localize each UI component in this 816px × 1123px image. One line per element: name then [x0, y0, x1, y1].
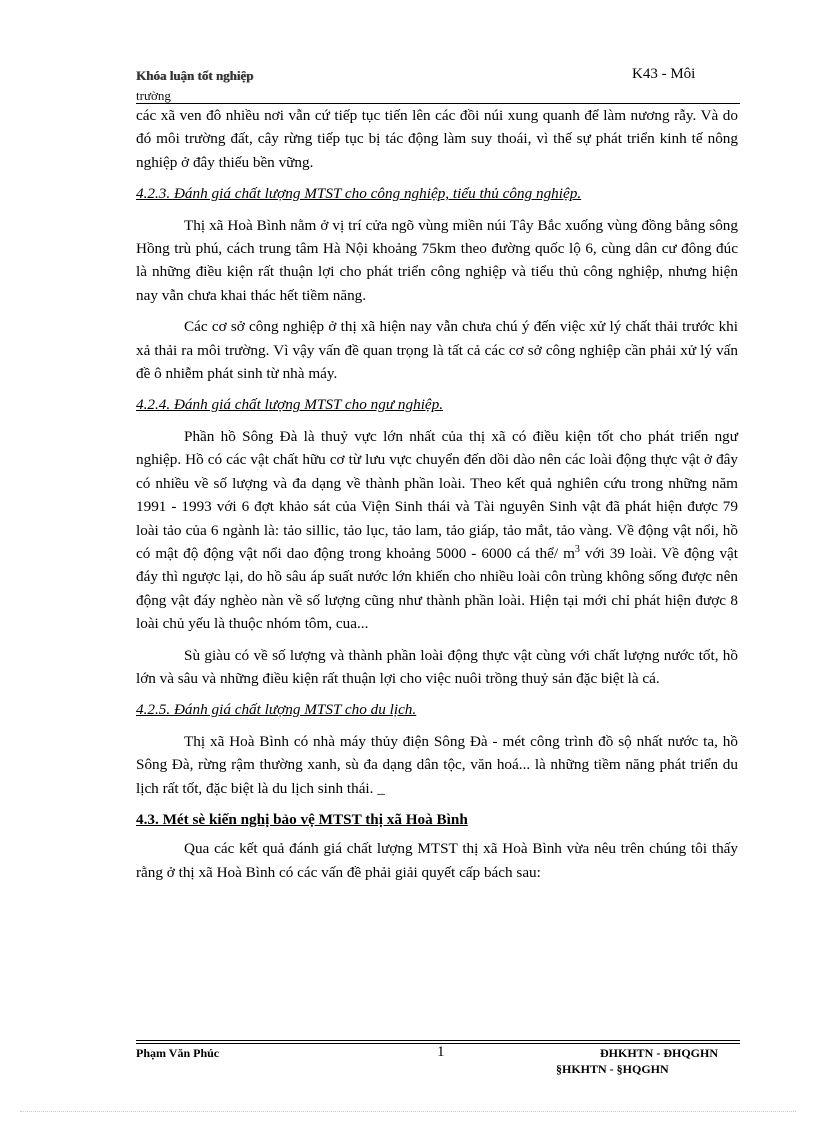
- paragraph-intro: các xã ven đô nhiều nơi vẫn cứ tiếp tục tiến lên các đồi núi xung quanh để làm nương rẫy. Và do đó môi trường đất, cây rừng tiếp tục bị tác động làm suy thoái, vì thế sự phát triển kinh tế nông nghiệp ở đây thiếu bền vững.: [136, 107, 738, 171]
- page-edge-dots: [20, 1111, 796, 1112]
- paragraph-recommendations: Qua các kết quả đánh giá chất lượng MTST thị xã Hoà Bình vừa nêu trên chúng tôi thấy rằng ở thị xã Hoà Bình có các vấn đề phải giải quyết cấp bách sau:: [136, 840, 738, 881]
- heading-4-2-5: 4.2.5. Đánh giá chất lượng MTST cho du lịch.: [136, 701, 417, 719]
- paragraph-fishery: [136, 425, 738, 636]
- heading-4-3: 4.3. Mét sè kiến nghị bảo vệ MTST thị xã Hoà Bình: [136, 810, 468, 828]
- paragraph-fishery-part2: với 39 loài. Về động vật đáy thì ngược lại, do hồ sâu áp suất nước lớn khiến cho nhiều loài côn trùng không sống được nên động vật đáy nghèo nàn về số lượng cũng như thành phần loài. Hiện tại mới chỉ phát hiện được 8 loài chủ yếu là thuộc nhóm tôm, cua...: [136, 544, 738, 633]
- header-class: K43 - Môi: [632, 66, 696, 82]
- footer-author: Phạm Văn Phúc: [136, 1046, 220, 1060]
- footer-university-alt: §HKHTN - §HQGHN: [556, 1062, 669, 1076]
- paragraph-location: Thị xã Hoà Bình nằm ở vị trí cửa ngõ vùng miền núi Tây Bắc xuống vùng đồng bằng sông Hồng trù phú, cách trung tâm Hà Nội khoảng 75km theo đường quốc lộ 6, cùng dân cư đông đúc là những điều kiện rất thuận lợi cho phát triển công nghiệp và tiểu thủ công nghiệp, nhưng hiện nay vẫn chưa khai thác hết tiềm năng.: [136, 216, 738, 304]
- page-number: 1: [437, 1044, 445, 1060]
- header-title: Khóa luận tốt nghiệp: [136, 68, 254, 83]
- paragraph-industry: Các cơ sở công nghiệp ở thị xã hiện nay vẫn chưa chú ý đến việc xử lý chất thải trước khi xả thải ra môi trường. Vì vậy vấn đề quan trọng là tất cả các cơ sở công nghiệp cần phải xử lý vấn đề ô nhiễm phát sinh từ nhà máy.: [136, 318, 738, 383]
- superscript-cubic: 3: [574, 543, 580, 555]
- footer-university: ĐHKHTN - ĐHQGHN: [600, 1046, 719, 1060]
- footer-rule-thick: [136, 1040, 740, 1041]
- paragraph-biodiversity: Sù giàu có về số lượng và thành phần loài động thực vật cùng với chất lượng nước tốt, hồ lớn và sâu và những điều kiện rất thuận lợi cho việc nuôi trồng thuỷ sản đặc biệt là cá.: [136, 646, 738, 687]
- paragraph-fishery-part1: Phần hồ Sông Đà là thuỷ vực lớn nhất của thị xã có điều kiện tốt cho phát triển ngư nghiệp. Hồ có các vật chất hữu cơ từ lưu vực chuyển đến dồi dào nên các loài động thực vật ở đây có nhiều về số lượng và đa dạng về thành phần loài. Theo kết quả nghiên cứu trong những năm 1991 - 1993 với 6 đợt khảo sát của Viện Sinh thái và Tài nguyên Sinh vật đã phát hiện được 79 loài tảo của 6 ngành là: tảo sillic, tảo lục, tảo lam, tảo giáp, tảo mắt, tảo vàng. Về động vật nổi, hồ có mật độ động vật nổi dao động trong khoảng 5000 - 6000 cá thể/ m: [136, 427, 738, 562]
- heading-4-2-4: 4.2.4. Đánh giá chất lượng MTST cho ngư nghiệp.: [136, 396, 444, 414]
- heading-4-2-3: 4.2.3. Đánh giá chất lượng MTST cho công nghiệp, tiểu thủ công nghiệp.: [136, 185, 582, 203]
- paragraph-tourism: Thị xã Hoà Bình có nhà máy thủy điện Sông Đà - mét công trình đồ sộ nhất nước ta, hồ Sông Đà, rừng rậm thường xanh, sù đa dạng dân tộc, văn hoá... là những tiềm năng phát triển du lịch rất tốt, đặc biệt là du lịch sinh thái. _: [136, 732, 738, 797]
- header-title-continued: trường: [136, 88, 171, 103]
- page-body: [136, 104, 738, 892]
